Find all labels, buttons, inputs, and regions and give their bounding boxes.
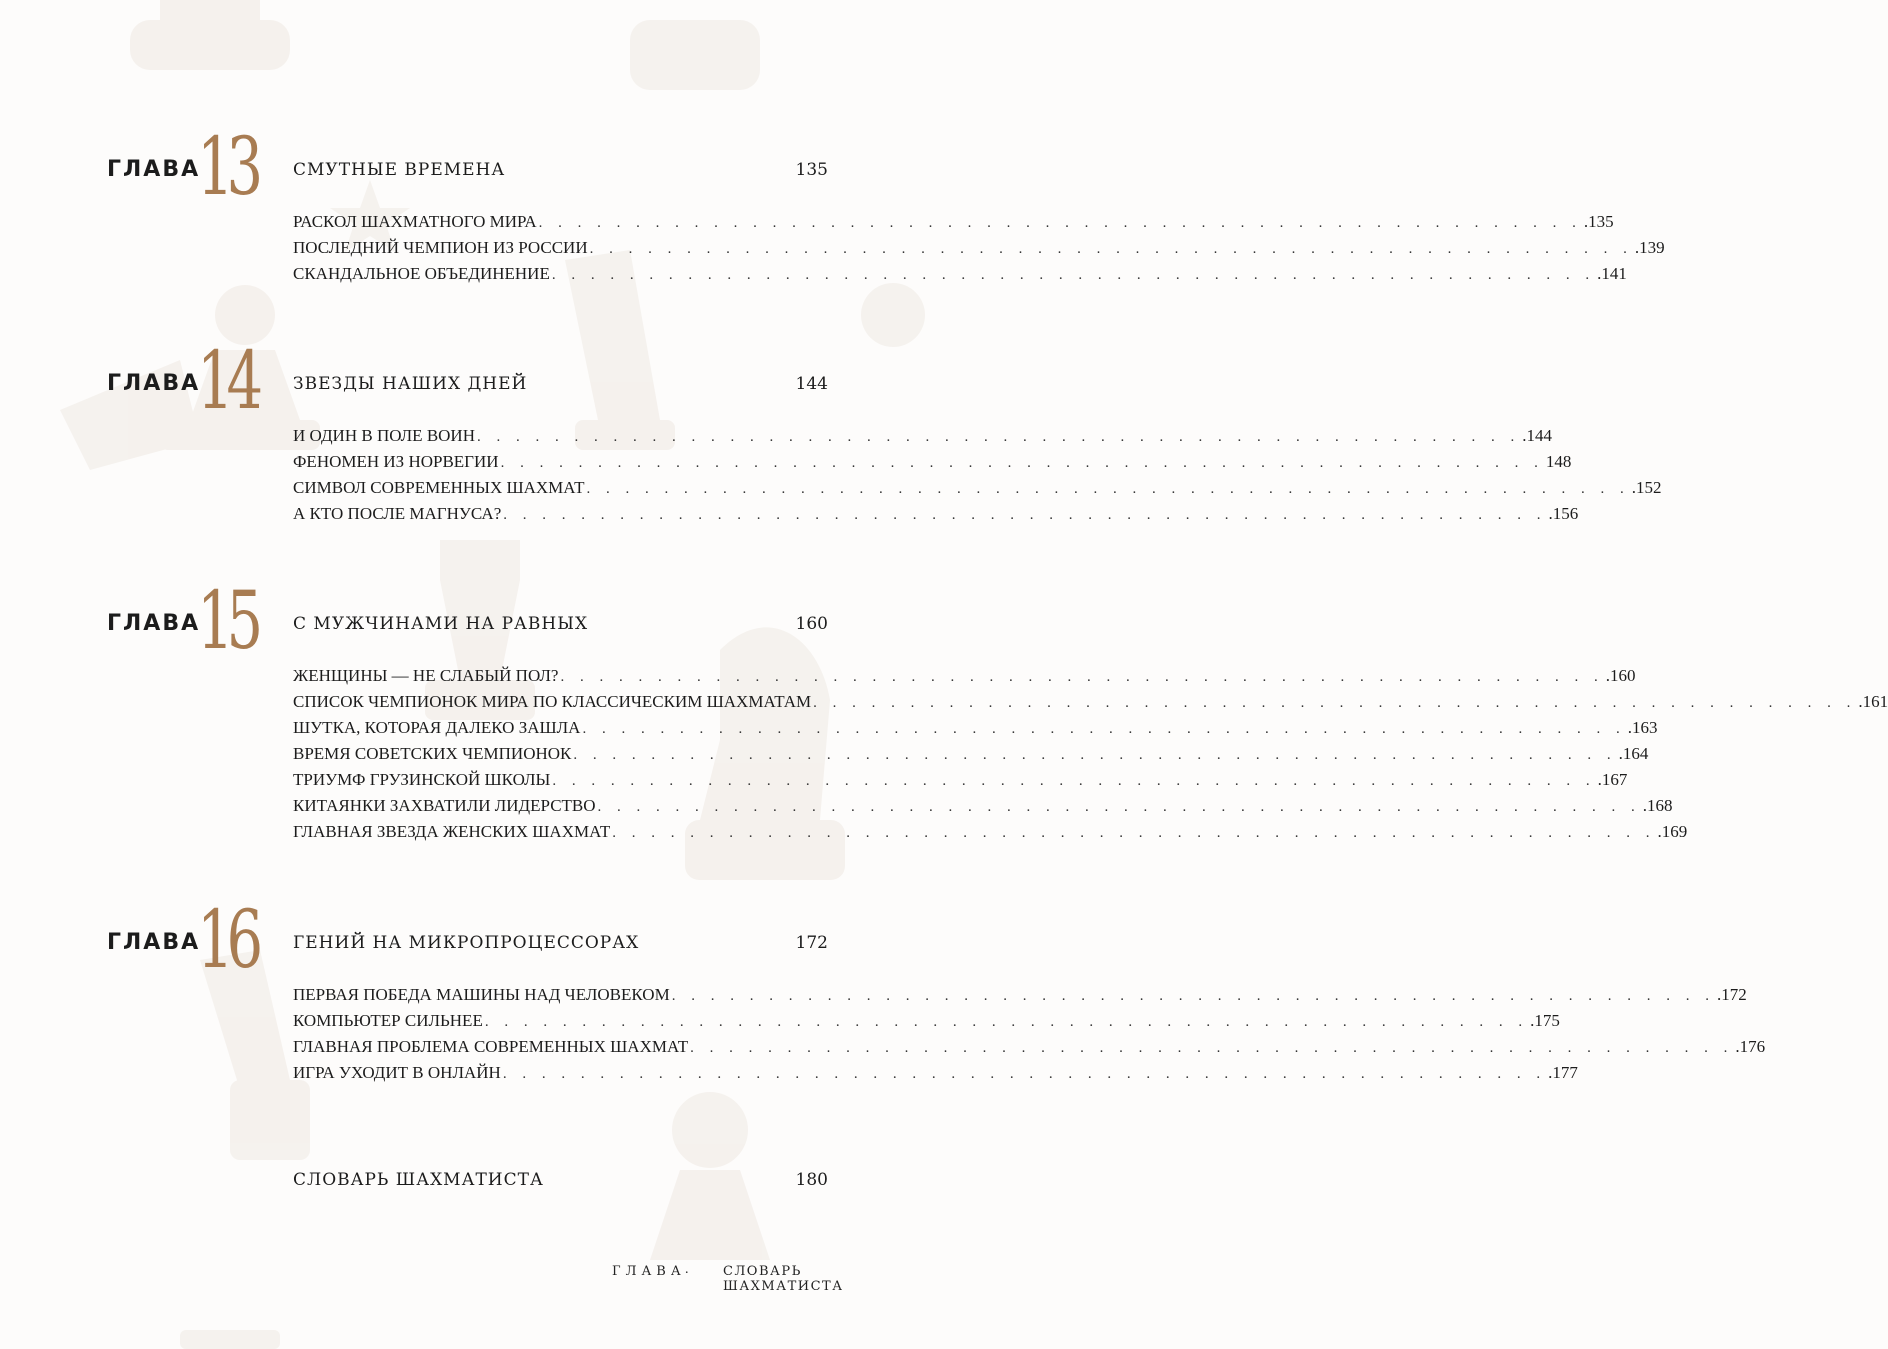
- toc-entry[interactable]: [293, 985, 1747, 1011]
- entry-page: .169: [1657, 822, 1688, 841]
- dot-leader: [580, 719, 1627, 739]
- dot-leader: [610, 823, 1657, 843]
- chapter-title[interactable]: С МУЖЧИНАМИ НА РАВНЫХ: [293, 614, 589, 634]
- chapter-entries: [293, 985, 1766, 1089]
- dot-leader: [596, 797, 1643, 817]
- chapter-entries: [293, 212, 1665, 290]
- toc-entry[interactable]: [293, 1063, 1578, 1089]
- entry-page: .141: [1597, 264, 1627, 283]
- chapter-title[interactable]: ЗВЕЗДЫ НАШИХ ДНЕЙ: [293, 374, 528, 394]
- entry-title: ФЕНОМЕН ИЗ НОРВЕГИИ: [293, 452, 499, 471]
- entry-title: КИТАЯНКИ ЗАХВАТИЛИ ЛИДЕРСТВО: [293, 796, 596, 815]
- dot-leader: [588, 239, 1635, 259]
- chapter-number: 13: [197, 120, 256, 213]
- entry-title: СПИСОК ЧЕМПИОНОК МИРА ПО КЛАССИЧЕСКИМ ШАХМАТАМ: [293, 692, 812, 711]
- dot-leader: [475, 427, 1522, 447]
- glossary-entry[interactable]: [293, 1170, 829, 1194]
- dot-leader: [550, 265, 1597, 285]
- entry-page: .152: [1631, 478, 1662, 497]
- chapter-number: 14: [197, 334, 256, 427]
- toc-entry[interactable]: [293, 744, 1649, 770]
- dot-leader: [811, 693, 1858, 713]
- dot-leader: [584, 479, 1631, 499]
- toc-entry[interactable]: [293, 666, 1636, 692]
- dot-leader: [670, 986, 1717, 1006]
- dot-leader: [499, 453, 1546, 473]
- dot-leader: [550, 771, 1597, 791]
- entry-page: .135: [1583, 212, 1614, 231]
- chapter-label: ГЛАВА: [107, 371, 201, 396]
- entry-page: .167: [1597, 770, 1628, 789]
- entry-page: .177: [1548, 1063, 1578, 1082]
- entry-page: .176: [1735, 1037, 1766, 1056]
- toc-entry[interactable]: [293, 692, 1888, 718]
- chapter-entries: [293, 666, 1888, 848]
- entry-title: РАСКОЛ ШАХМАТНОГО МИРА: [293, 212, 537, 231]
- dot-leader: [483, 1012, 1530, 1032]
- entry-page: .156: [1548, 504, 1579, 523]
- glossary-title: СЛОВАРЬ ШАХМАТИСТА: [293, 1170, 544, 1190]
- footer-section-title: СЛОВАРЬ ШАХМАТИСТА: [723, 1264, 844, 1294]
- toc-entry[interactable]: [293, 238, 1665, 264]
- chapter-page: 135: [795, 160, 828, 180]
- dot-leader: [501, 1064, 1548, 1084]
- entry-page: .139: [1634, 238, 1665, 257]
- toc-entry[interactable]: [293, 1011, 1560, 1037]
- toc-entry[interactable]: [293, 504, 1579, 530]
- chapter-number: 15: [197, 574, 256, 667]
- entry-title: ПОСЛЕДНИЙ ЧЕМПИОН ИЗ РОССИИ: [293, 238, 588, 257]
- entry-title: ПЕРВАЯ ПОБЕДА МАШИНЫ НАД ЧЕЛОВЕКОМ: [293, 985, 670, 1004]
- entry-title: КОМПЬЮТЕР СИЛЬНЕЕ: [293, 1011, 483, 1030]
- entry-page: .163: [1627, 718, 1658, 737]
- entry-page: .175: [1530, 1011, 1560, 1030]
- dot-leader: [501, 505, 1548, 525]
- footer-chapter-label: ГЛАВА: [612, 1264, 686, 1279]
- dot-leader: [558, 667, 1605, 687]
- entry-page: .161: [1858, 692, 1888, 711]
- entry-title: И ОДИН В ПОЛЕ ВОИН: [293, 426, 475, 445]
- entry-title: СКАНДАЛЬНОЕ ОБЪЕДИНЕНИЕ: [293, 264, 550, 283]
- entry-title: ГЛАВНАЯ ПРОБЛЕМА СОВРЕМЕННЫХ ШАХМАТ: [293, 1037, 689, 1056]
- toc-entry[interactable]: [293, 212, 1614, 238]
- entry-title: СИМВОЛ СОВРЕМЕННЫХ ШАХМАТ: [293, 478, 585, 497]
- entry-title: ГЛАВНАЯ ЗВЕЗДА ЖЕНСКИХ ШАХМАТ: [293, 822, 611, 841]
- toc-entry[interactable]: [293, 426, 1552, 452]
- chapter-label: ГЛАВА: [107, 157, 201, 182]
- entry-page: .164: [1618, 744, 1649, 763]
- footer-separator: .: [685, 1262, 689, 1277]
- chapter-page: 172: [795, 933, 828, 953]
- entry-page: .172: [1716, 985, 1747, 1004]
- toc-entry[interactable]: [293, 478, 1662, 504]
- chapter-page: 144: [795, 374, 828, 394]
- entry-title: ШУТКА, КОТОРАЯ ДАЛЕКО ЗАШЛА: [293, 718, 581, 737]
- chapter-entries: [293, 426, 1662, 530]
- glossary-page: 180: [795, 1170, 828, 1190]
- entry-page: .168: [1642, 796, 1673, 815]
- toc-entry[interactable]: [293, 1037, 1766, 1063]
- toc-entry[interactable]: [293, 718, 1658, 744]
- chapter-label: ГЛАВА: [107, 930, 201, 955]
- entry-title: ВРЕМЯ СОВЕТСКИХ ЧЕМПИОНОК: [293, 744, 572, 763]
- entry-page: .160: [1605, 666, 1636, 685]
- entry-title: ИГРА УХОДИТ В ОНЛАЙН: [293, 1063, 501, 1082]
- running-footer: [612, 1262, 912, 1294]
- entry-page: .144: [1522, 426, 1552, 445]
- toc-entry[interactable]: [293, 796, 1673, 822]
- chapter-number: 16: [197, 893, 256, 986]
- chapter-page: 160: [795, 614, 828, 634]
- toc-entry[interactable]: [293, 822, 1688, 848]
- dot-leader: [537, 213, 1584, 233]
- toc-entry[interactable]: [293, 452, 1572, 478]
- entry-title: ЖЕНЩИНЫ — НЕ СЛАБЫЙ ПОЛ?: [293, 666, 559, 685]
- toc-entry[interactable]: [293, 770, 1628, 796]
- entry-page: 148: [1545, 452, 1572, 471]
- dot-leader: [571, 745, 1618, 765]
- dot-leader: [688, 1038, 1735, 1058]
- chapter-title[interactable]: СМУТНЫЕ ВРЕМЕНА: [293, 160, 506, 180]
- chapter-label: ГЛАВА: [107, 611, 201, 636]
- chapter-title[interactable]: ГЕНИЙ НА МИКРОПРОЦЕССОРАХ: [293, 933, 640, 953]
- entry-title: А КТО ПОСЛЕ МАГНУСА?: [293, 504, 502, 523]
- toc-entry[interactable]: [293, 264, 1627, 290]
- entry-title: ТРИУМФ ГРУЗИНСКОЙ ШКОЛЫ: [293, 770, 551, 789]
